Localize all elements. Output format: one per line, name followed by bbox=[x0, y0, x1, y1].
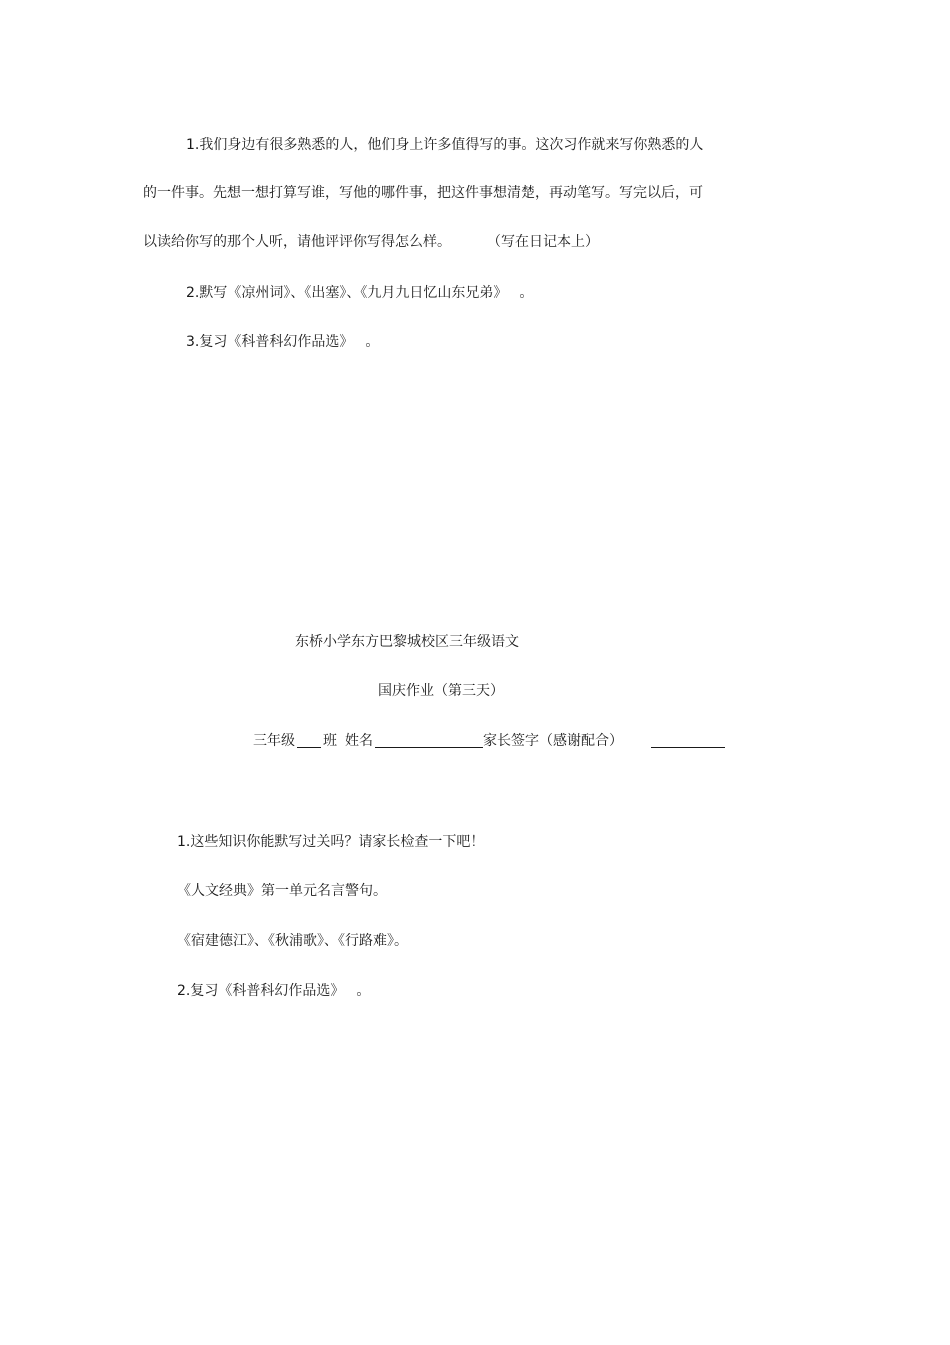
s2-item1-text: 1.这些知识你能默写过关吗？请家长检查一下吧！ bbox=[177, 834, 485, 850]
s2-item2-end: 。 bbox=[356, 983, 371, 999]
class-label: 班 bbox=[323, 733, 337, 749]
name-blank[interactable] bbox=[375, 732, 483, 748]
grade-label: 三年级 bbox=[253, 733, 295, 749]
s2-item2 bbox=[177, 982, 370, 1000]
assignment-title bbox=[378, 682, 504, 700]
s1-item1-line1 bbox=[186, 136, 703, 154]
s1-item3-end: 。 bbox=[365, 334, 380, 350]
s1-item3-text: 3.复习《科普科幻作品选》 bbox=[186, 334, 354, 350]
school-title bbox=[295, 633, 519, 651]
s2-item1-sub1-text: 《人文经典》第一单元名言警句。 bbox=[177, 883, 387, 899]
name-label: 姓名 bbox=[345, 733, 373, 749]
parent-sign-label: 家长签字（感谢配合） bbox=[483, 733, 623, 749]
student-info-form bbox=[253, 732, 725, 750]
s1-item1-line2-text: 的一件事。先想一想打算写谁，写他的哪件事，把这件事想清楚，再动笔写。写完以后，可 bbox=[143, 185, 703, 201]
s1-item1-line3 bbox=[143, 233, 599, 251]
s2-item1-sub1 bbox=[177, 882, 387, 900]
s1-item1-line3-text: 以读给你写的那个人听，请他评评你写得怎么样。 bbox=[143, 234, 451, 250]
s1-item3 bbox=[186, 333, 379, 351]
school-title-text: 东桥小学东方巴黎城校区三年级语文 bbox=[295, 634, 519, 650]
s1-item2 bbox=[186, 284, 533, 302]
s2-item2-text: 2.复习《科普科幻作品选》 bbox=[177, 983, 345, 999]
s1-item2-end: 。 bbox=[519, 285, 534, 301]
s2-item1-sub2 bbox=[177, 932, 408, 950]
assignment-title-text: 国庆作业（第三天） bbox=[378, 683, 504, 699]
s1-item1-note: （写在日记本上） bbox=[487, 234, 599, 250]
class-blank[interactable] bbox=[297, 732, 321, 748]
parent-sign-blank[interactable] bbox=[651, 732, 725, 748]
s1-item2-text: 2.默写《凉州词》、《出塞》、《九月九日忆山东兄弟》 bbox=[186, 285, 508, 301]
s2-item1-sub2-text: 《宿建德江》、《秋浦歌》、《行路难》。 bbox=[177, 933, 408, 949]
s1-item1-line1-text: 1.我们身边有很多熟悉的人，他们身上许多值得写的事。这次习作就来写你熟悉的人 bbox=[186, 137, 704, 153]
s2-item1 bbox=[177, 833, 484, 851]
s1-item1-line2 bbox=[143, 184, 703, 202]
